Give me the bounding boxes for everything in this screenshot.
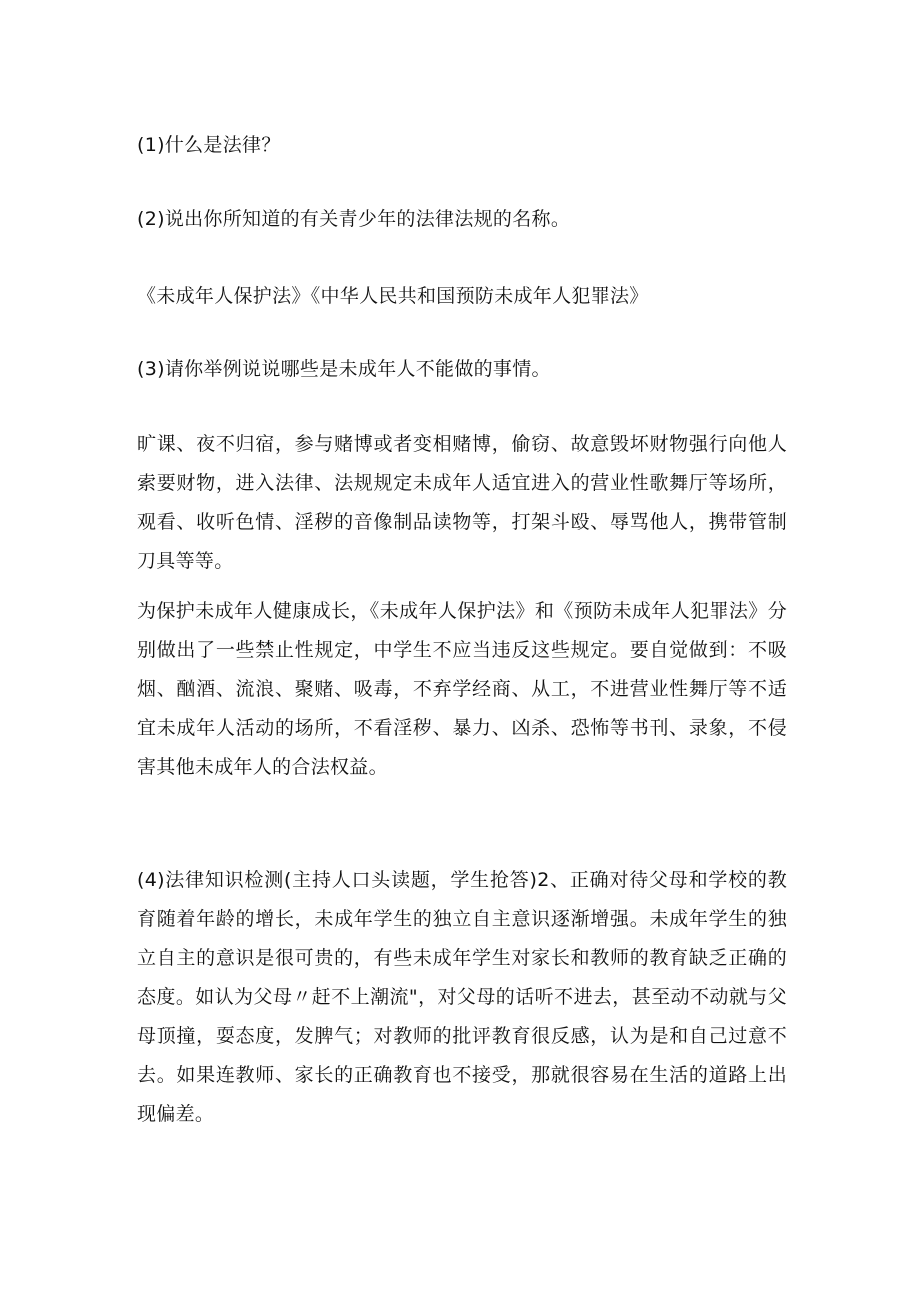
answer-2-law-names: 《未成年人保护法》《中华人民共和国预防未成年人犯罪法》 xyxy=(137,285,649,307)
question-4-paragraph: (4)法律知识检测(主持人口头读题，学生抢答)2、正确对待父母和学校的教育随着年龄的增长，未成年学生的独立自主意识逐渐增强。未成年学生的独立自主的意识是很可贵的，有些未成年学生对家长和教师的教育缺乏正确的态度。如认为父母〃赶不上潮流"，对父母的话听不进去，甚至动不动就与父母顶撞，耍态度，发脾气；对教师的批评教育很反感，认为是和自己过意不去。如果连教师、家长的正确教育也不接受，那就很容易在生活的道路上出现偏差。 xyxy=(137,869,787,1125)
question-1: (1)什么是法律？ xyxy=(137,134,281,156)
answer-3-paragraph: 旷课、夜不归宿，参与赌博或者变相赌博，偷窃、故意毁坏财物强行向他人索要财物，进入法律、法规规定未成年人适宜进入的营业性歌舞厅等场所，观看、收听色情、淫秽的音像制品读物等，打架斗殴、辱骂他人，携带管制刀具等等。 xyxy=(137,433,787,572)
protection-paragraph: 为保护未成年人健康成长，《未成年人保护法》和《预防未成年人犯罪法》分别做出了一些禁止性规定，中学生不应当违反这些规定。要自觉做到：不吸烟、酗酒、流浪、聚赌、吸毒，不弃学经商、从工，不进营业性舞厅等不适宜未成年人活动的场所，不看淫秽、暴力、凶杀、恐怖等书刊、录象，不侵害其他未成年人的合法权益。 xyxy=(137,600,787,778)
question-2: (2)说出你所知道的有关青少年的法律法规的名称。 xyxy=(137,208,571,230)
question-3: (3)请你举例说说哪些是未成年人不能做的事情。 xyxy=(137,358,551,380)
